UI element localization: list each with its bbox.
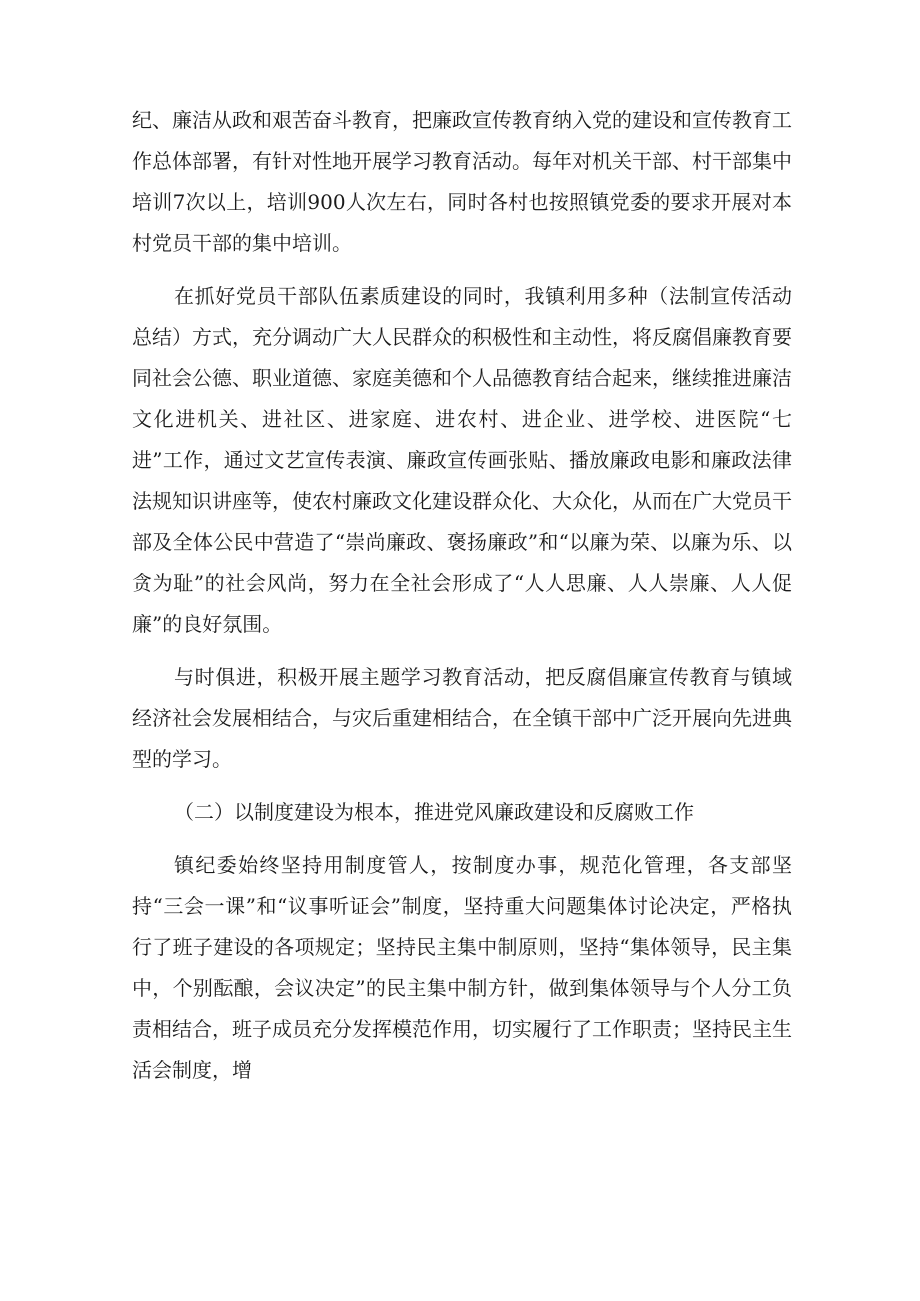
- section-heading-system-building: （二）以制度建设为根本，推进党风廉政建设和反腐败工作: [174, 800, 694, 824]
- paragraph-continuation: 纪、廉洁从政和艰苦奋斗教育，把廉政宣传教育纳入党的建设和宣传教育工作总体部署，有针对性地开展学习教育活动。每年对机关干部、村干部集中培训7次以上，培训900人次左右，同时各村也按照镇党委的要求开展对本村党员干部的集中培训。: [132, 108, 792, 255]
- document-body: [132, 100, 792, 1103]
- paragraph-system-management: 镇纪委始终坚持用制度管人，按制度办事，规范化管理，各支部坚持“三会一课”和“议事听证会”制度，坚持重大问题集体讨论决定，严格执行了班子建设的各项规定；坚持民主集中制原则，坚持“集体领导，民主集中，个别酝酿，会议决定”的民主集中制方针，做到集体领导与个人分工负责相结合，班子成员充分发挥模范作用，切实履行了工作职责；坚持民主生活会制度，增: [132, 853, 792, 1082]
- paragraph-propaganda-methods: 在抓好党员干部队伍素质建设的同时，我镇利用多种（法制宣传活动总结）方式，充分调动广大人民群众的积极性和主动性，将反腐倡廉教育要同社会公德、职业道德、家庭美德和个人品德教育结合起来，继续推进廉洁文化进机关、进社区、进家庭、进农村、进企业、进学校、进医院“七进”工作，通过文艺宣传表演、廉政宣传画张贴、播放廉政电影和廉政法律法规知识讲座等，使农村廉政文化建设群众化、大众化，从而在广大党员干部及全体公民中营造了“崇尚廉政、褒扬廉政”和“以廉为荣、以廉为乐、以贪为耻”的社会风尚，努力在全社会形成了“人人思廉、人人崇廉、人人促廉”的良好氛围。: [132, 284, 792, 636]
- paragraph-theme-education: 与时俱进，积极开展主题学习教育活动，把反腐倡廉宣传教育与镇域经济社会发展相结合，与灾后重建相结合，在全镇干部中广泛开展向先进典型的学习。: [132, 665, 792, 771]
